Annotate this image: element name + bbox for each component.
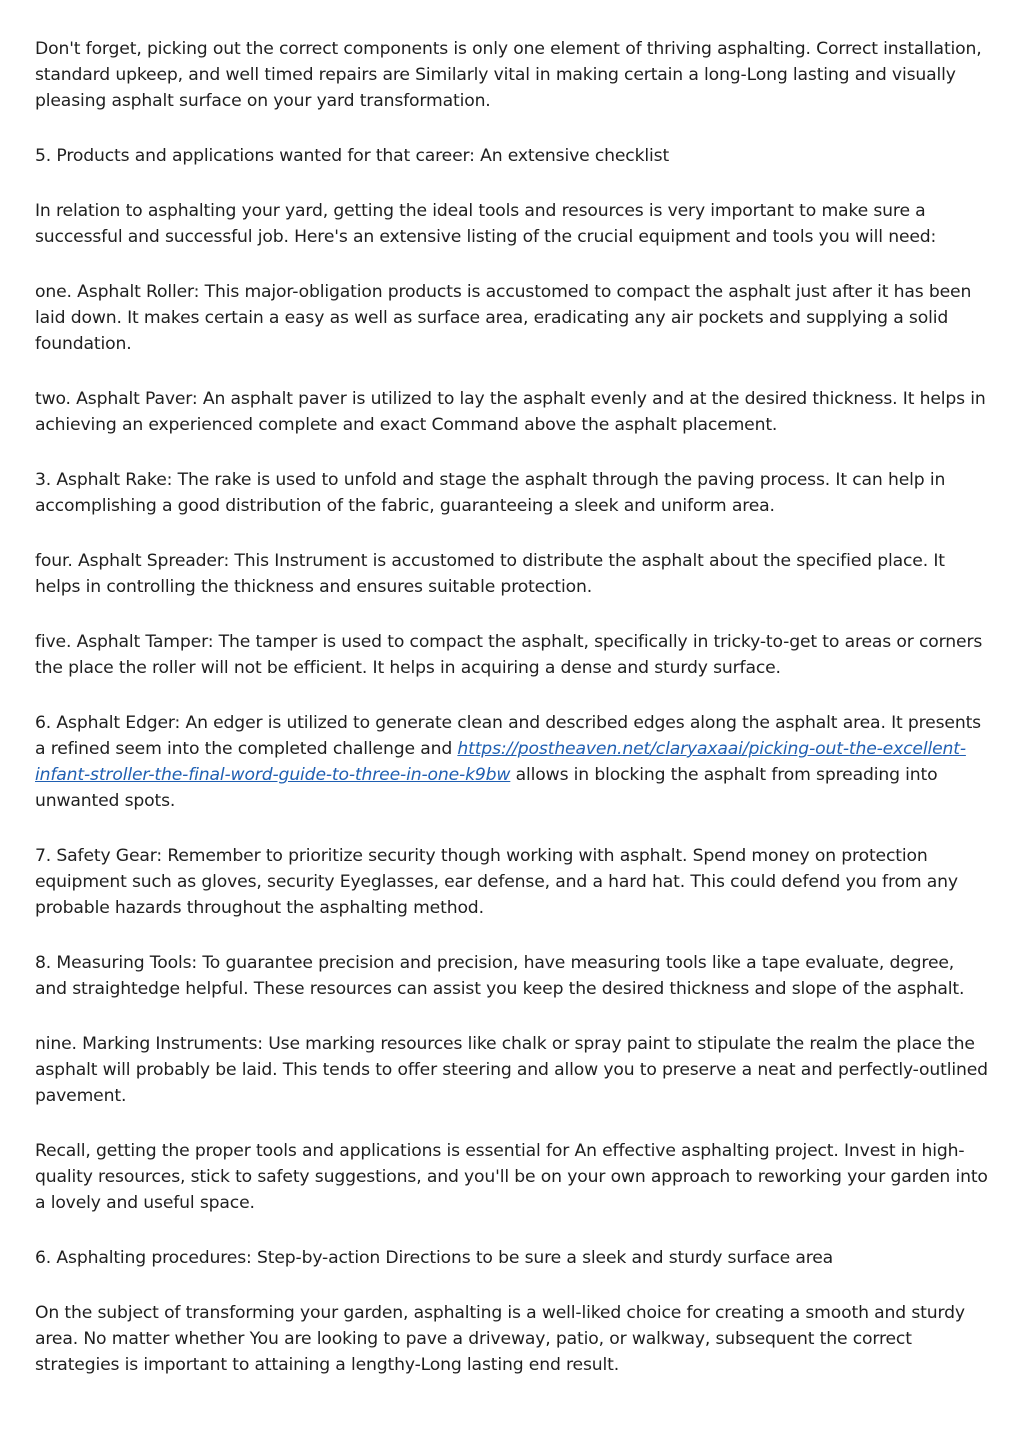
list-item-asphalt-roller: one. Asphalt Roller: This major-obligation products is accustomed to compact the asphalt just after it has been laid down. It makes certain a easy as well as surface area, eradicating any air pockets and supplying a solid foundation. (35, 282, 972, 354)
paragraph-tools-intro: In relation to asphalting your yard, getting the ideal tools and resources is very important to make sure a successful and successful job. Here's an extensive listing of the crucial equipment and tools you will need: (35, 201, 937, 247)
list-item-marking-instruments: nine. Marking Instruments: Use marking resources like chalk or spray paint to stipulate the realm the place the asphalt will probably be laid. This tends to offer steering and allow you to preserve a neat and perfectly-outlined pavement. (35, 1034, 988, 1106)
document-body (35, 36, 990, 1407)
list-item-asphalt-spreader: four. Asphalt Spreader: This Instrument is accustomed to distribute the asphalt about the specified place. It helps in controlling the thickness and ensures suitable protection. (35, 551, 945, 597)
section-heading-procedures: 6. Asphalting procedures: Step-by-action Directions to be sure a sleek and sturdy surface area (35, 1248, 834, 1268)
section-heading-tools: 5. Products and applications wanted for that career: An extensive checklist (35, 146, 670, 166)
edger-text-after: allows in blocking the asphalt from spreading into unwanted spots. (35, 765, 938, 811)
list-item-measuring-tools: 8. Measuring Tools: To guarantee precision and precision, have measuring tools like a tape evaluate, degree, and straightedge helpful. These resources can assist you keep the desired thickness and slope of the asphalt. (35, 953, 965, 999)
paragraph-procedures-intro: On the subject of transforming your garden, asphalting is a well-liked choice for creating a smooth and sturdy area. No matter whether You are looking to pave a driveway, patio, or walkway, subsequent the correct strategies is important to attaining a lengthy-Long lasting end result. (35, 1303, 965, 1375)
paragraph-components-intro: Don't forget, picking out the correct components is only one element of thriving asphalting. Correct installation, standard upkeep, and well timed repairs are Similarly vital in making certain a long-Long lasting and visually pleasing asphalt surface on your yard transformation. (35, 39, 982, 111)
list-item-asphalt-paver: two. Asphalt Paver: An asphalt paver is utilized to lay the asphalt evenly and at the desired thickness. It helps in achieving an experienced complete and exact Command above the asphalt placement. (35, 389, 986, 435)
postheaven-link[interactable]: https://postheaven.net/claryaxaai/picking-out-the-excellent-infant-stroller-the-final-word-guide-to-three-in-one-k9bw (35, 739, 966, 785)
edger-text-before: 6. Asphalt Edger: An edger is utilized to generate clean and described edges along the asphalt area. It presents a refined seem into the completed challenge and (35, 713, 981, 759)
paragraph-tools-recap: Recall, getting the proper tools and applications is essential for An effective asphalting project. Invest in high-quality resources, stick to safety suggestions, and you'll be on your own approach to reworking your garden into a lovely and useful space. (35, 1141, 988, 1213)
list-item-asphalt-edger (35, 710, 990, 814)
list-item-asphalt-rake: 3. Asphalt Rake: The rake is used to unfold and stage the asphalt through the paving process. It can help in accomplishing a good distribution of the fabric, guaranteeing a sleek and uniform area. (35, 470, 946, 516)
list-item-asphalt-tamper: five. Asphalt Tamper: The tamper is used to compact the asphalt, specifically in tricky-to-get to areas or corners the place the roller will not be efficient. It helps in acquiring a dense and sturdy surface. (35, 632, 983, 678)
list-item-safety-gear: 7. Safety Gear: Remember to prioritize security though working with asphalt. Spend money on protection equipment such as gloves, security Eyeglasses, ear defense, and a hard hat. This could defend you from any probable hazards throughout the asphalting method. (35, 846, 958, 918)
